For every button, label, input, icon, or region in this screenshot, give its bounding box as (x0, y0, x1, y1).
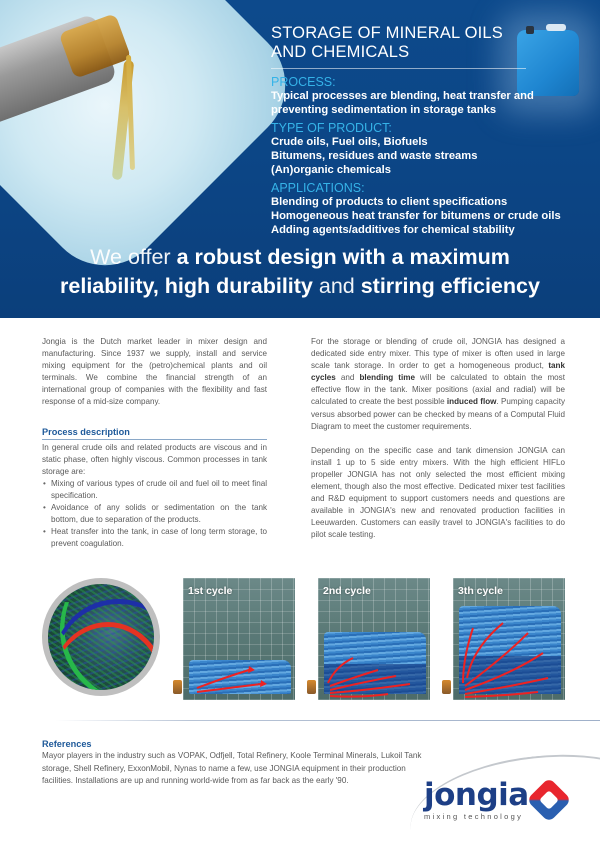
side-entry-mixer-icon (307, 680, 316, 694)
slogan (0, 243, 600, 301)
title-line-1: STORAGE OF MINERAL OILS (271, 24, 503, 42)
references-text: Mayor players in the industry such as VOPAK, Odfjell, Total Refinery, Koole Terminal Minerals, Lukoil Tank storage, Shell Refinery, ExxonMobil, Nynas to name a few, use JONGIA equipment in their production facilities. Installations are up and running world-wide from as far back as the early '90. (42, 751, 422, 786)
flow-arrow (465, 653, 543, 690)
emphasis-tank-cycles: tank cycles (311, 361, 565, 383)
hero-text-block (271, 24, 571, 237)
text-span: . Pumping capacity versus absorbed power can be checked by means of a Computal Fluid Diagram to meet the customer requirements. (311, 397, 565, 431)
flow-arrow (330, 694, 388, 697)
cycle-simulation-2 (318, 578, 430, 700)
cycle-label: 1st cycle (188, 585, 233, 597)
arrow-head (248, 666, 255, 673)
product-type-line: (An)organic chemicals (271, 164, 391, 176)
applications-label: APPLICATIONS: (271, 181, 365, 195)
text-span: will be calculated to obtain the most effective flow in the tank. Mixer positions (axial and radial) will be calculated to create the best possible (311, 373, 565, 407)
bullet-item: • Heat transfer into the tank, in case of long term storage, to prevent coagulation. (42, 526, 267, 550)
application-line: Blending of products to client specifications (271, 196, 508, 208)
cfd-image-inner (48, 584, 154, 690)
side-entry-mixer-icon (442, 680, 451, 694)
slogan-bold-text: reliability, high durability (60, 274, 313, 298)
page-title (271, 24, 526, 69)
process-line: Typical processes are blending, heat transfer and (271, 90, 534, 102)
side-entry-mixer-icon (173, 680, 182, 694)
slogan-line-2 (0, 272, 600, 301)
text-span: For the storage or blending of crude oil, JONGIA has designed a dedicated side entry mixer. This type of mixer is often used in large scale tank storage. In order to get a homogeneous product, (311, 337, 565, 371)
references-heading: References (42, 739, 92, 749)
bullet-item: • Avoidance of any solids or sedimentation on the tank bottom, due to separation of the products. (42, 502, 267, 526)
cfd-tank-top-view (42, 578, 160, 696)
cycle-label: 2nd cycle (323, 585, 371, 597)
process-description-text: In general crude oils and related products are viscous and in static phase, often highly viscous. Common processes in tank storage are: (42, 442, 267, 476)
jongia-logo (424, 777, 529, 821)
process-bullet-list (42, 478, 267, 551)
application-line: Adding agents/additives for chemical stability (271, 224, 515, 236)
slogan-line-1 (0, 243, 600, 272)
process-label: PROCESS: (271, 75, 336, 89)
application-line: Homogeneous heat transfer for bitumens or crude oils (271, 210, 561, 222)
logo-tagline: mixing technology (424, 812, 524, 821)
logo-wordmark: jongia (424, 777, 529, 813)
left-column (42, 336, 267, 550)
slogan-bold-text: stirring efficiency (360, 274, 540, 298)
right-column (311, 336, 565, 542)
hero-banner (0, 0, 600, 318)
slogan-bold-text: a robust design with a maximum (176, 245, 510, 269)
text-span: and (335, 373, 360, 383)
flow-arrow (197, 670, 249, 688)
cycle-label: 3th cycle (458, 585, 503, 597)
slogan-light-text: and (312, 274, 361, 298)
process-description-heading: Process description (42, 426, 267, 440)
slogan-light-text: We offer (90, 245, 177, 269)
bullet-item: • Mixing of various types of crude oil and fuel oil to meet final specification. (42, 478, 267, 502)
oil-stream-secondary (126, 55, 135, 170)
references-section (42, 738, 422, 788)
emphasis-induced-flow: induced flow (446, 397, 497, 407)
flow-arrow (330, 684, 410, 693)
product-type-line: Bitumens, residues and waste streams (271, 150, 478, 162)
mixer-design-paragraph (311, 336, 565, 433)
cycle-simulation-1 (183, 578, 295, 700)
intro-paragraph: Jongia is the Dutch market leader in mixer design and manufacturing. Since 1937 we supply, install and service mixing equipment for the (petro)chemical plants and oil terminals. We combine the financial strength of an international group of companies with the flexibility and fast response of a mid-size company. (42, 337, 267, 407)
cycle-simulation-3 (453, 578, 565, 700)
emphasis-blending-time: blending time (359, 373, 415, 383)
product-type-label: TYPE OF PRODUCT: (271, 121, 392, 135)
section-divider (55, 720, 600, 721)
installation-paragraph: Depending on the specific case and tank dimension JONGIA can install 1 up to 5 side entry mixers. With the high efficient HIFLo propeller JONGIA has not only selected the most efficient mixing element, though also the most effective. Dedicated mixer test facilities and R&D equipment to support customers needs and questions are available in JONGIA's new and renovated production facilities in Leeuwarden. Customers can easily travel to JONGIA's facilities to do pilot scale testing. (311, 445, 565, 540)
process-line: preventing sedimentation in storage tanks (271, 104, 497, 116)
arrow-head (260, 680, 267, 687)
title-line-2: AND CHEMICALS (271, 43, 410, 61)
product-type-line: Crude oils, Fuel oils, Biofuels (271, 136, 428, 148)
